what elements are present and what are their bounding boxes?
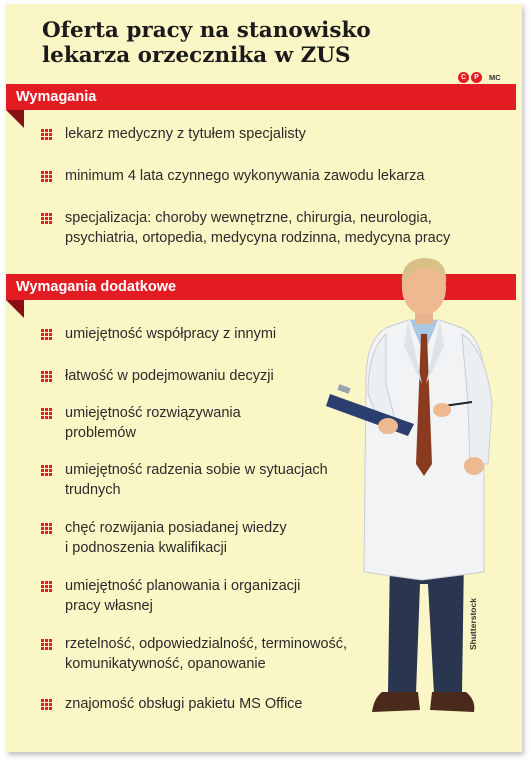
list-item bbox=[41, 324, 276, 344]
list-item-text: łatwość w podejmowaniu decyzji bbox=[65, 368, 274, 384]
list-item bbox=[41, 518, 287, 558]
list-item-text: umiejętność rozwiązywania problemów bbox=[65, 405, 241, 441]
image-credit: Shutterstock bbox=[468, 598, 478, 650]
bullet-icon bbox=[41, 171, 52, 182]
bullet-icon bbox=[41, 408, 52, 419]
bullet-icon bbox=[41, 129, 52, 140]
list-item-text: umiejętność radzenia sobie w sytuacjach trudnych bbox=[65, 462, 328, 498]
bullet-icon bbox=[41, 699, 52, 710]
publisher-icon: P bbox=[471, 72, 482, 83]
copyright-icon: C bbox=[458, 72, 469, 83]
list-item bbox=[41, 576, 300, 616]
list-item bbox=[41, 166, 424, 186]
list-item bbox=[41, 634, 347, 674]
list-item-text: lekarz medyczny z tytułem specjalisty bbox=[65, 126, 306, 142]
infographic-card bbox=[6, 4, 522, 752]
ribbon-fold bbox=[6, 300, 24, 318]
list-item-text: chęć rozwijania posiadanej wiedzy i podnoszenia kwalifikacji bbox=[65, 520, 287, 556]
list-item bbox=[41, 694, 303, 714]
bullet-icon bbox=[41, 639, 52, 650]
bullet-icon bbox=[41, 581, 52, 592]
list-item-text: umiejętność współpracy z innymi bbox=[65, 326, 277, 342]
list-item-text: specjalizacja: choroby wewnętrzne, chirurgia, neurologia, psychiatria, ortopedia, medycyna rodzinna, medycyna pracy bbox=[65, 210, 451, 246]
author-initials: MC bbox=[489, 73, 501, 82]
list-item-text: znajomość obsługi pakietu MS Office bbox=[65, 696, 303, 712]
list-item bbox=[41, 403, 241, 443]
list-item bbox=[41, 366, 274, 386]
page-title: Oferta pracy na stanowisko lekarza orzecznika w ZUS bbox=[42, 18, 371, 68]
list-item-text: umiejętność planowania i organizacji pracy własnej bbox=[65, 578, 301, 614]
section-header-additional-requirements: Wymagania dodatkowe bbox=[6, 274, 516, 300]
credits bbox=[458, 72, 501, 83]
bullet-icon bbox=[41, 371, 52, 382]
bullet-icon bbox=[41, 329, 52, 340]
bullet-icon bbox=[41, 523, 52, 534]
section-header-requirements: Wymagania bbox=[6, 84, 516, 110]
list-item bbox=[41, 124, 306, 144]
bullet-icon bbox=[41, 465, 52, 476]
list-item bbox=[41, 460, 328, 500]
ribbon-fold bbox=[6, 110, 24, 128]
bullet-icon bbox=[41, 213, 52, 224]
list-item bbox=[41, 208, 450, 248]
list-item-text: rzetelność, odpowiedzialność, terminowość, komunikatywność, opanowanie bbox=[65, 636, 348, 672]
doctor-illustration bbox=[324, 254, 514, 734]
list-item-text: minimum 4 lata czynnego wykonywania zawodu lekarza bbox=[65, 168, 425, 184]
